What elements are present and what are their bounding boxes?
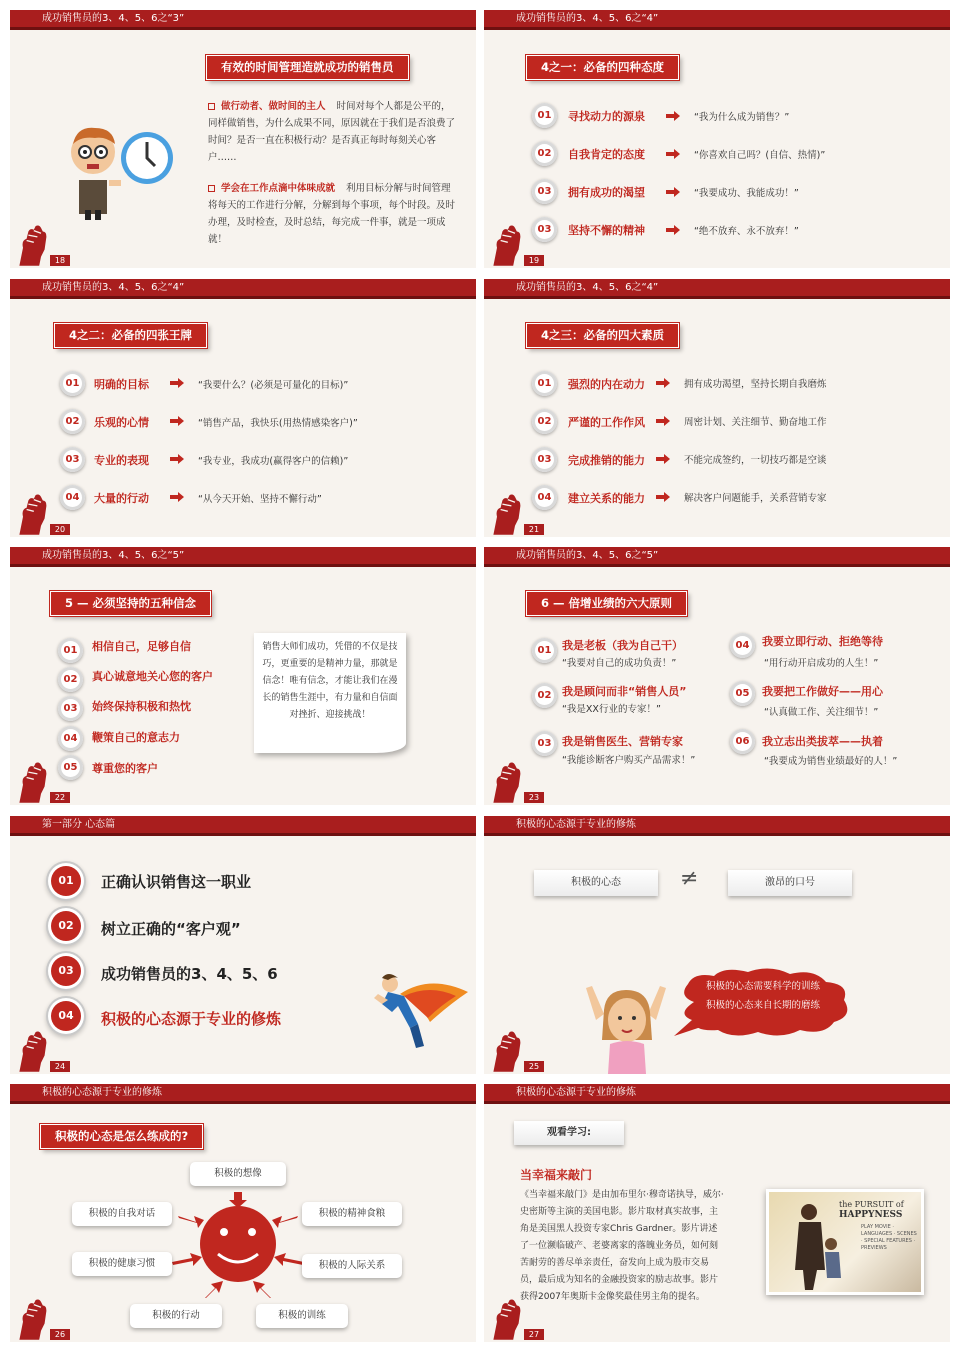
page-number: 19 bbox=[524, 255, 544, 266]
number-badge: 05 bbox=[58, 755, 83, 780]
item-keyword: 完成推销的能力 bbox=[568, 454, 645, 467]
number-badge: 03 bbox=[51, 956, 81, 986]
item-keyword: 相信自己，足够自信 bbox=[92, 640, 191, 653]
superhero-illustration bbox=[370, 964, 470, 1054]
slide-header bbox=[10, 547, 476, 567]
bullet-square-icon bbox=[208, 103, 215, 110]
left-label: 积极的心态 bbox=[534, 870, 658, 896]
slide-26[interactable] bbox=[10, 1084, 476, 1342]
number-badge: 02 bbox=[58, 667, 83, 692]
item-keyword: 我立志出类拔萃——执着 bbox=[762, 735, 883, 748]
slide-header bbox=[484, 1084, 950, 1104]
number-badge: 02 bbox=[51, 911, 81, 941]
father-son-illustration bbox=[787, 1200, 847, 1290]
movie-poster bbox=[766, 1189, 924, 1295]
watch-label: 观看学习: bbox=[514, 1121, 624, 1145]
arrow-right-icon bbox=[656, 378, 670, 388]
arrow-right-icon bbox=[170, 378, 184, 388]
item-keyword: 我是销售医生、营销专家 bbox=[562, 735, 683, 748]
number-badge: 02 bbox=[532, 409, 557, 434]
cloud-line-2: 积极的心态来自长期的磨练 bbox=[706, 1000, 821, 1011]
cheering-girl-illustration bbox=[582, 980, 672, 1074]
slide-25[interactable] bbox=[484, 816, 950, 1074]
node-spiritual-food: 积极的精神食粮 bbox=[302, 1202, 402, 1226]
node-relationships: 积极的人际关系 bbox=[302, 1254, 402, 1278]
item-keyword: 大量的行动 bbox=[94, 492, 149, 505]
note-text: 销售大师们成功，凭借的不仅是技巧，更重要的是精神力量，那就是信念！唯有信念，才能让我们在漫长的销售生涯中，有力量和自信面对挫折、迎接挑战！ bbox=[262, 642, 398, 720]
slide-24[interactable] bbox=[10, 816, 476, 1074]
slide-header bbox=[484, 10, 950, 30]
point-1-text: 时间对每个人都是公平的，同样做销售，为什么成果不同，原因就在于我们是否浪费了时间？是否一直在积极行动？是否真正每时每刻关心客户…… bbox=[208, 101, 456, 163]
arrow-right-icon bbox=[170, 416, 184, 426]
slide-21[interactable] bbox=[484, 279, 950, 537]
item-keyword: 尊重您的客户 bbox=[92, 762, 158, 775]
slide-header-text: 成功销售员的3、4、5、6之“4” bbox=[516, 282, 659, 293]
item-quote: 解决客户问题能手，关系营销专家 bbox=[684, 493, 827, 504]
page-number: 21 bbox=[524, 524, 544, 535]
item-keyword: 树立正确的“客户观” bbox=[101, 920, 241, 938]
movie-description: 《当幸福来敲门》是由加布里尔·穆奇诺执导，威尔·史密斯等主演的美国电影。影片取材真实故事，主角是美国黑人投资专家Chris Gardner。影片讲述了一位濒临破产、老婆离家的落魄业务员，如何刻苦耐劳的善尽单亲责任，奋发向上成为股市交易员，最后成为知名的金融投资家的励志故事。影片获得2007年奥斯卡金像奖最佳男主角的提名。 bbox=[520, 1190, 724, 1302]
item-quote: “我要成功、我能成功！” bbox=[694, 188, 799, 199]
slide-20[interactable] bbox=[10, 279, 476, 537]
fist-logo-icon bbox=[488, 1028, 524, 1074]
page-number: 27 bbox=[524, 1329, 544, 1340]
item-keyword: 专业的表现 bbox=[94, 454, 149, 467]
number-badge: 03 bbox=[532, 179, 557, 204]
point-1 bbox=[208, 98, 456, 166]
number-badge: 03 bbox=[532, 447, 557, 472]
slide-header bbox=[10, 10, 476, 30]
fist-logo-icon bbox=[14, 222, 50, 268]
slide-27[interactable] bbox=[484, 1084, 950, 1342]
number-badge: 03 bbox=[532, 217, 557, 242]
fist-logo-icon bbox=[14, 1028, 50, 1074]
slide-header bbox=[10, 279, 476, 299]
slide-19[interactable] bbox=[484, 10, 950, 268]
note-paper bbox=[254, 633, 406, 753]
item-quote: 不能完成签约，一切技巧都是空谈 bbox=[684, 455, 827, 466]
item-keyword: 始终保持积极和热忱 bbox=[92, 700, 191, 713]
slide-title: 5 — 必须坚持的五种信念 bbox=[50, 591, 211, 616]
slide-header bbox=[484, 279, 950, 299]
point-1-keyword: 做行动者、做时间的主人 bbox=[221, 101, 326, 112]
item-quote: “销售产品，我快乐(用热情感染客户)” bbox=[198, 418, 358, 429]
number-badge: 01 bbox=[532, 371, 557, 396]
arrow-right-icon bbox=[666, 225, 680, 235]
node-health-habits: 积极的健康习惯 bbox=[72, 1252, 172, 1276]
item-keyword: 成功销售员的3、4、5、6 bbox=[101, 965, 278, 983]
page-number: 25 bbox=[524, 1061, 544, 1072]
slide-header-text: 积极的心态源于专业的修炼 bbox=[516, 1087, 636, 1098]
number-badge: 03 bbox=[532, 731, 557, 756]
slide-header-text: 成功销售员的3、4、5、6之“5” bbox=[516, 550, 659, 561]
slide-header-text: 成功销售员的3、4、5、6之“5” bbox=[42, 550, 185, 561]
point-2 bbox=[208, 180, 456, 248]
item-quote: “我是XX行业的专家！” bbox=[562, 704, 661, 715]
item-quote: “我为什么成为销售？” bbox=[694, 112, 790, 123]
item-keyword: 明确的目标 bbox=[94, 378, 149, 391]
arrow-right-icon bbox=[656, 454, 670, 464]
item-keyword: 正确认识销售这一职业 bbox=[101, 873, 252, 891]
fist-logo-icon bbox=[14, 491, 50, 537]
poster-line-1: the PURSUIT of bbox=[839, 1200, 904, 1209]
page-number: 23 bbox=[524, 792, 544, 803]
fist-logo-icon bbox=[14, 1296, 50, 1342]
arrow-right-icon bbox=[656, 416, 670, 426]
number-badge: 06 bbox=[730, 729, 755, 754]
item-quote: 拥有成功渴望，坚持长期自我磨炼 bbox=[684, 379, 827, 390]
item-quote: “我要对自己的成功负责！” bbox=[562, 658, 677, 669]
number-badge: 01 bbox=[532, 103, 557, 128]
slide-18[interactable] bbox=[10, 10, 476, 268]
item-keyword: 强烈的内在动力 bbox=[568, 378, 645, 391]
arrow-right-icon bbox=[656, 492, 670, 502]
number-badge: 04 bbox=[51, 1001, 81, 1031]
item-quote: “用行动开启成功的人生！” bbox=[764, 658, 879, 669]
page-number: 24 bbox=[50, 1061, 70, 1072]
number-badge: 01 bbox=[58, 638, 83, 663]
item-quote: “我要成为销售业绩最好的人！” bbox=[764, 756, 898, 767]
slide-title: 4之一：必备的四种态度 bbox=[526, 55, 679, 80]
fist-logo-icon bbox=[488, 491, 524, 537]
page-number: 20 bbox=[50, 524, 70, 535]
arrow-right-icon bbox=[170, 492, 184, 502]
number-badge: 03 bbox=[58, 696, 83, 721]
item-keyword: 建立关系的能力 bbox=[568, 492, 645, 505]
item-quote: “我能诊断客户购买产品需求！” bbox=[562, 755, 696, 766]
fist-logo-icon bbox=[488, 1296, 524, 1342]
arrow-right-icon bbox=[666, 111, 680, 121]
node-training: 积极的训练 bbox=[256, 1304, 348, 1328]
number-badge: 01 bbox=[51, 866, 81, 896]
slide-title: 积极的心态是怎么练成的? bbox=[40, 1124, 203, 1149]
item-keyword: 鞭策自己的意志力 bbox=[92, 731, 180, 744]
item-keyword: 严谨的工作作风 bbox=[568, 416, 645, 429]
slide-title: 有效的时间管理造就成功的销售员 bbox=[206, 55, 409, 80]
item-quote: 周密计划、关注细节、勤奋地工作 bbox=[684, 417, 827, 428]
number-badge: 02 bbox=[60, 409, 85, 434]
slide-header-text: 第一部分 心态篇 bbox=[42, 819, 116, 830]
item-keyword: 拥有成功的渴望 bbox=[568, 186, 645, 199]
arrow-right-icon bbox=[666, 149, 680, 159]
number-badge: 01 bbox=[532, 638, 557, 663]
arrow-right-icon bbox=[170, 454, 184, 464]
item-keyword: 我是顾问而非“销售人员” bbox=[562, 685, 687, 698]
slide-title: 4之二：必备的四张王牌 bbox=[54, 323, 207, 348]
item-keyword: 自我肯定的态度 bbox=[568, 148, 645, 161]
page-number: 18 bbox=[50, 255, 70, 266]
slide-header-text: 积极的心态源于专业的修炼 bbox=[516, 819, 636, 830]
item-keyword: 乐观的心情 bbox=[94, 416, 149, 429]
movie-title: 当幸福来敲门 bbox=[520, 1168, 593, 1182]
item-keyword: 积极的心态源于专业的修炼 bbox=[101, 1010, 282, 1028]
number-badge: 01 bbox=[60, 371, 85, 396]
slide-23[interactable] bbox=[484, 547, 950, 805]
number-badge: 03 bbox=[60, 447, 85, 472]
node-action: 积极的行动 bbox=[130, 1304, 222, 1328]
item-keyword: 真心诚意地关心您的客户 bbox=[92, 670, 213, 683]
fist-logo-icon bbox=[488, 222, 524, 268]
node-imagination: 积极的想像 bbox=[190, 1162, 286, 1186]
right-label: 激昂的口号 bbox=[728, 870, 852, 896]
point-2-text: 利用目标分解与时间管理将每天的工作进行分解，分解到每个事项，每个时段。及时办理，及时检查，及时总结，每完成一件事，就是一项成就！ bbox=[208, 183, 456, 245]
number-badge: 04 bbox=[60, 485, 85, 510]
poster-menu: PLAY MOVIE · LANGUAGES · SCENES · SPECIAL FEATURES · PREVIEWS bbox=[861, 1224, 917, 1251]
not-equal-sign: ≠ bbox=[680, 866, 699, 891]
item-quote: “绝不放弃、永不放弃！” bbox=[694, 226, 799, 237]
item-keyword: 我是老板（我为自己干） bbox=[562, 639, 683, 652]
slide-header bbox=[484, 547, 950, 567]
man-with-clock-illustration bbox=[65, 122, 175, 222]
item-quote: “我专业，我成功(赢得客户的信赖)” bbox=[198, 456, 349, 467]
item-keyword: 寻找动力的源泉 bbox=[568, 110, 645, 123]
bullet-square-icon bbox=[208, 185, 215, 192]
slide-header bbox=[10, 816, 476, 836]
fist-logo-icon bbox=[14, 759, 50, 805]
number-badge: 02 bbox=[532, 683, 557, 708]
number-badge: 02 bbox=[532, 141, 557, 166]
node-self-talk: 积极的自我对话 bbox=[72, 1202, 172, 1226]
item-quote: “从今天开始、坚持不懈行动” bbox=[198, 494, 322, 505]
fist-logo-icon bbox=[488, 759, 524, 805]
slide-header-text: 积极的心态源于专业的修炼 bbox=[42, 1087, 162, 1098]
slide-22[interactable] bbox=[10, 547, 476, 805]
cloud-line-1: 积极的心态需要科学的训练 bbox=[706, 981, 821, 992]
slide-header-text: 成功销售员的3、4、5、6之“4” bbox=[42, 282, 185, 293]
item-keyword: 坚持不懈的精神 bbox=[568, 224, 645, 237]
page-number: 26 bbox=[50, 1329, 70, 1340]
slide-title: 4之三：必备的四大素质 bbox=[526, 323, 679, 348]
number-badge: 05 bbox=[730, 681, 755, 706]
slide-header bbox=[484, 816, 950, 836]
slide-header-text: 成功销售员的3、4、5、6之“3” bbox=[42, 13, 185, 24]
item-keyword: 我要把工作做好——用心 bbox=[762, 685, 883, 698]
number-badge: 04 bbox=[532, 485, 557, 510]
point-2-keyword: 学会在工作点滴中体味成就 bbox=[221, 183, 336, 194]
item-quote: “我要什么？(必须是可量化的目标)” bbox=[198, 380, 349, 391]
item-quote: “认真做工作、关注细节！” bbox=[764, 707, 879, 718]
item-quote: “你喜欢自己吗？(自信、热情)” bbox=[694, 150, 826, 161]
arrow-right-icon bbox=[666, 187, 680, 197]
slide-title: 6 — 倍增业绩的六大原则 bbox=[526, 591, 687, 616]
slide-header-text: 成功销售员的3、4、5、6之“4” bbox=[516, 13, 659, 24]
item-keyword: 我要立即行动、拒绝等待 bbox=[762, 635, 883, 648]
number-badge: 04 bbox=[58, 726, 83, 751]
number-badge: 04 bbox=[730, 633, 755, 658]
page-number: 22 bbox=[50, 792, 70, 803]
poster-line-2: HAPPYNESS bbox=[839, 1210, 903, 1220]
